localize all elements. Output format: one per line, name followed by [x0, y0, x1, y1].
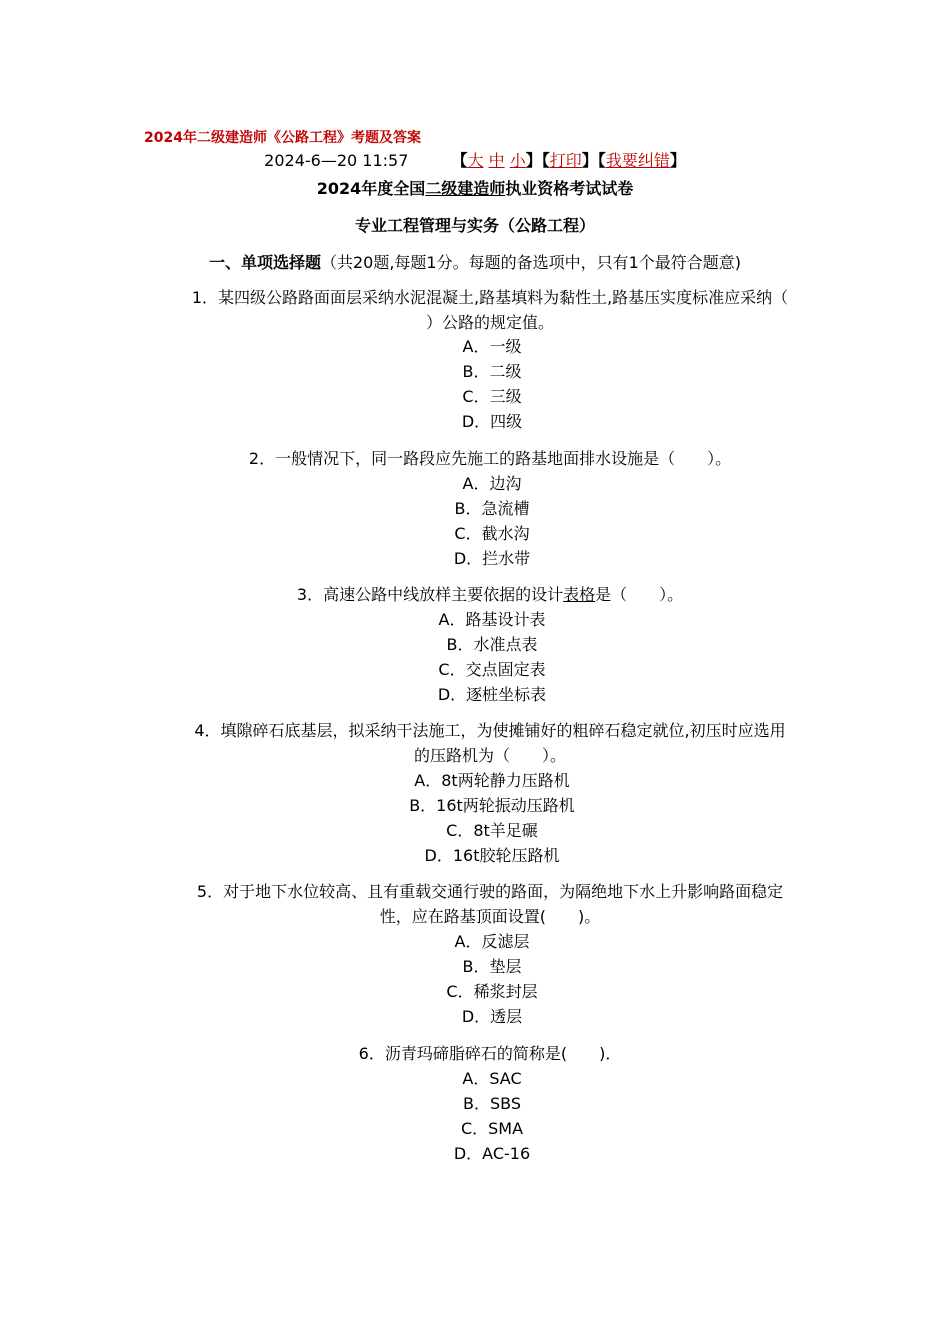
question-4: 4．填隙碎石底基层，拟采纳干法施工，为使摊铺好的粗碎石稳定就位,初压时应选用 的压路机为（ ）。 — [194, 721, 786, 765]
print-link[interactable]: 打印 — [549, 151, 582, 170]
question-4-option-b: B．16t两轮振动压路机 — [409, 796, 575, 815]
question-1-option-a: A．一级 — [462, 337, 522, 356]
section-heading: 一、单项选择题（共20题,每题1分。每题的备选项中，只有1个最符合题意) — [208, 253, 742, 272]
question-6-option-c: C．SMA — [460, 1119, 524, 1138]
font-size-large-link[interactable]: 大 — [467, 151, 484, 170]
exam-title: 2024年度全国二级建造师执业资格考试试卷 — [316, 179, 634, 198]
question-6-option-d: D．AC-16 — [453, 1144, 531, 1163]
question-3-option-d: D．逐桩坐标表 — [437, 685, 547, 704]
question-3-option-c: C．交点固定表 — [438, 660, 546, 679]
question-1-option-b: B．二级 — [462, 362, 522, 381]
question-4-option-d: D．16t胶轮压路机 — [424, 846, 560, 865]
report-error-link[interactable]: 我要纠错 — [605, 151, 670, 170]
font-size-medium-link[interactable]: 中 — [488, 151, 505, 170]
question-6-option-b: B．SBS — [463, 1094, 521, 1113]
question-5-option-d: D．透层 — [461, 1007, 523, 1026]
publish-date: 2024-6—20 11:57 — [264, 151, 409, 170]
question-3-option-b: B．水准点表 — [446, 635, 538, 654]
question-3: 3．高速公路中线放样主要依据的设计表格是（ ）。 — [296, 585, 684, 604]
question-2-option-a: A．边沟 — [462, 474, 522, 493]
question-6: 6．沥青玛碲脂碎石的简称是( )． — [358, 1044, 622, 1063]
question-2-option-d: D．拦水带 — [453, 549, 531, 568]
exam-subtitle: 专业工程管理与实务（公路工程） — [354, 216, 595, 235]
question-6-option-a: A．SAC — [462, 1069, 522, 1088]
question-1-option-d: D．四级 — [461, 412, 523, 431]
meta-line: 2024-6—20 11:57 【大 中 小】【打印】【我要纠错】 — [264, 151, 686, 170]
question-5: 5．对于地下水位较高、且有重载交通行驶的路面，为隔绝地下水上升影响路面稳定 性，应在路基顶面设置( )。 — [196, 882, 784, 926]
question-2-option-b: B．急流槽 — [454, 499, 530, 518]
question-1-option-c: C．三级 — [462, 387, 522, 406]
question-5-option-c: C．稀浆封层 — [446, 982, 538, 1001]
question-2-option-c: C．截水沟 — [454, 524, 530, 543]
question-4-option-c: C．8t羊足碾 — [446, 821, 538, 840]
question-4-option-a: A．8t两轮静力压路机 — [414, 771, 570, 790]
question-2: 2．一般情况下，同一路段应先施工的路基地面排水设施是（ ）。 — [248, 449, 732, 468]
font-size-small-link[interactable]: 小 — [509, 151, 526, 170]
question-1: 1．某四级公路路面面层采纳水泥混凝土,路基填料为黏性土,路基压实度标准应采纳（ ）公路的规定值。 — [191, 288, 789, 332]
document-title: 2024年二级建造师《公路工程》考题及答案 — [144, 130, 421, 146]
question-5-option-b: B．垫层 — [462, 957, 522, 976]
question-3-option-a: A．路基设计表 — [438, 610, 546, 629]
question-5-option-a: A．反滤层 — [454, 932, 530, 951]
